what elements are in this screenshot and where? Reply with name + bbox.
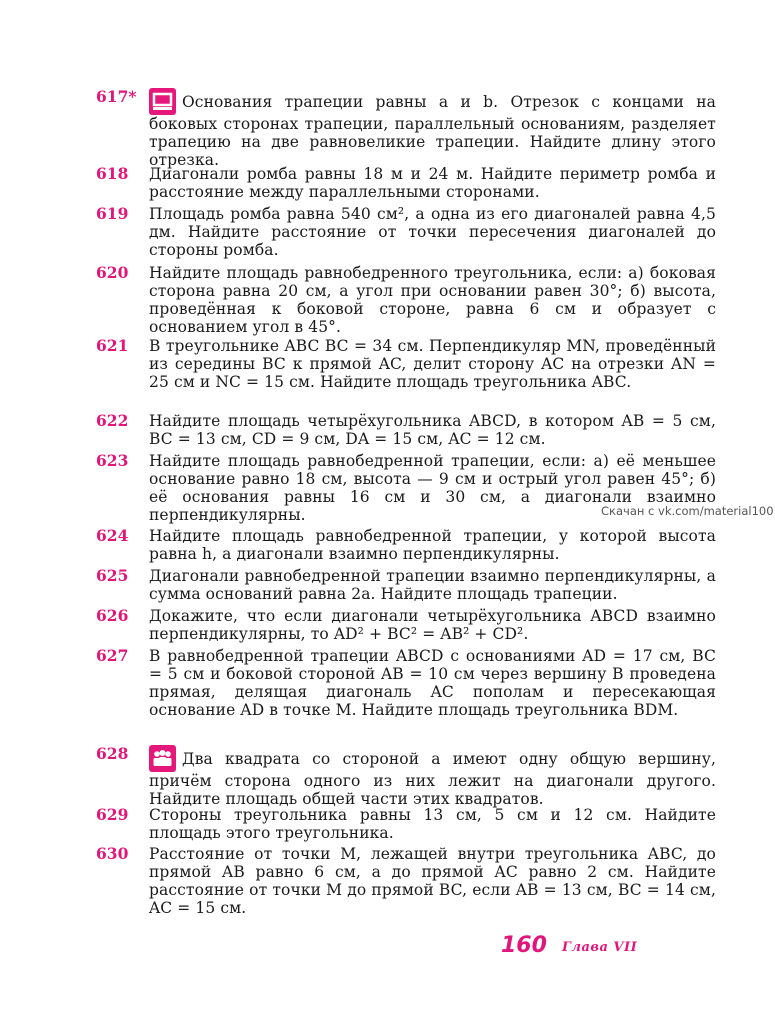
problem-number: 629 xyxy=(96,805,129,824)
problem-number: 627 xyxy=(96,646,129,665)
problem-621 xyxy=(96,337,716,391)
problem-629 xyxy=(96,806,716,842)
problem-617 xyxy=(96,88,716,169)
problem-text: Докажите, что если диагонали четырёхугольника ABCD взаимно перпендикулярны, то AD² + BC² = AB² + CD². xyxy=(149,607,716,643)
problem-number: 624 xyxy=(96,526,129,545)
problem-text: Диагонали ромба равны 18 м и 24 м. Найдите периметр ромба и расстояние между параллельными сторонами. xyxy=(149,165,716,201)
problem-622 xyxy=(96,412,716,448)
problem-618 xyxy=(96,165,716,201)
page-number: 160 xyxy=(501,933,547,958)
group-work-icon xyxy=(149,745,176,772)
problem-627 xyxy=(96,647,716,719)
problem-number: 622 xyxy=(96,411,129,430)
problem-630 xyxy=(96,845,716,917)
problem-620 xyxy=(96,264,716,336)
problem-text: Найдите площадь равнобедренной трапеции, у которой высота равна h, а диагонали взаимно перпендикулярны. xyxy=(149,527,716,563)
problem-text: Расстояние от точки M, лежащей внутри треугольника ABC, до прямой AB равно 6 см, а до прямой AC равно 2 см. Найдите расстояние от точки M до прямой BC, если AB = 13 см, BC = 14 см, AC = 15 см. xyxy=(149,845,716,917)
computer-icon xyxy=(149,88,176,115)
problem-number: 618 xyxy=(96,164,129,183)
problem-number: 623 xyxy=(96,451,129,470)
problem-text: Диагонали равнобедренной трапеции взаимно перпендикулярны, а сумма оснований равна 2a. Найдите площадь трапеции. xyxy=(149,567,716,603)
problem-number: 625 xyxy=(96,566,129,585)
problem-619 xyxy=(96,205,716,259)
problem-text: Найдите площадь равнобедренного треугольника, если: а) боковая сторона равна 20 см, а угол при основании равен 30°; б) высота, проведённая к боковой стороне, равна 6 см и образует с основанием угол в 45°. xyxy=(149,264,716,336)
problem-626 xyxy=(96,607,716,643)
problem-text: В треугольнике ABC BC = 34 см. Перпендикуляр MN, проведённый из середины BC к прямой AC, делит сторону AC на отрезки AN = 25 см и NC = 15 см. Найдите площадь треугольника ABC. xyxy=(149,337,716,391)
problem-text: Найдите площадь четырёхугольника ABCD, в котором AB = 5 см, BC = 13 см, CD = 9 см, DA = 15 см, AC = 12 см. xyxy=(149,412,716,448)
problem-number: 626 xyxy=(96,606,129,625)
problem-624 xyxy=(96,527,716,563)
problem-text: Два квадрата со стороной a имеют одну общую вершину, причём сторона одного из них лежит на диагонали другого. Найдите площадь общей части этих квадратов. xyxy=(149,745,716,808)
watermark: Скачан с vk.com/material100 xyxy=(601,504,774,518)
problem-text: Найдите площадь равнобедренной трапеции, если: а) её меньшее основание равно 18 см, высота — 9 см и острый угол равен 45°; б) её основания равны 16 см и 30 см, а диагонали взаимно перпендикулярны. xyxy=(149,452,716,524)
problem-text: Основания трапеции равны a и b. Отрезок с концами на боковых сторонах трапеции, параллельный основаниям, разделяет трапецию на две равновеликие трапеции. Найдите длину этого отрезка. xyxy=(149,88,716,169)
problem-628 xyxy=(96,745,716,808)
problem-number: 621 xyxy=(96,336,129,355)
problem-number: 628 xyxy=(96,744,129,763)
problem-number: 617* xyxy=(96,87,137,106)
problem-text: Площадь ромба равна 540 см², а одна из его диагоналей равна 4,5 дм. Найдите расстояние от точки пересечения диагоналей до стороны ромба. xyxy=(149,205,716,259)
problem-number: 620 xyxy=(96,263,129,282)
problem-625 xyxy=(96,567,716,603)
chapter-title: Глава VII xyxy=(562,940,638,955)
problem-text: В равнобедренной трапеции ABCD с основаниями AD = 17 см, BC = 5 см и боковой стороной AB = 10 см через вершину B проведена прямая, делящая диагональ AC пополам и пересекающая основание AD в точке M. Найдите площадь треугольника BDM. xyxy=(149,647,716,719)
problem-number: 619 xyxy=(96,204,129,223)
problem-text: Стороны треугольника равны 13 см, 5 см и 12 см. Найдите площадь этого треугольника. xyxy=(149,806,716,842)
problem-number: 630 xyxy=(96,844,129,863)
